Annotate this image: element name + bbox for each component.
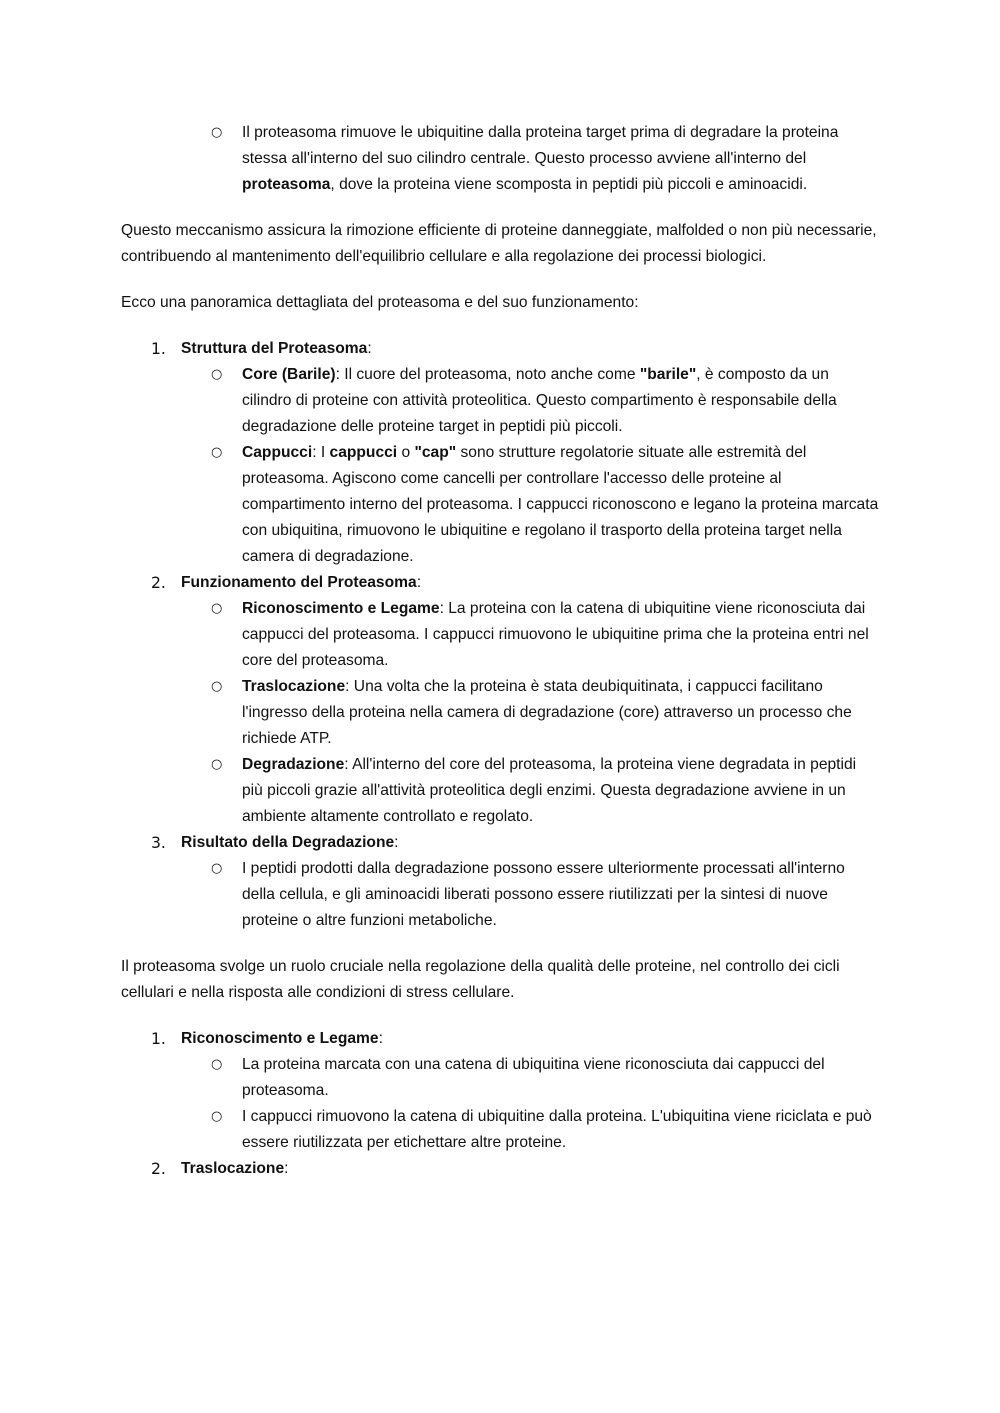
list-number: 2.: [151, 574, 166, 592]
intro-bullet-bold: proteasoma: [242, 176, 331, 193]
text-segment: : All'interno del core del proteasoma, la proteina viene degradata in peptidi più piccoli grazie all'attività proteolitica degli enzimi. Questa degradazione avviene in un ambiente altamente controllato e regolato.: [242, 756, 857, 825]
list-number: 1.: [151, 1030, 166, 1048]
numbered-list-proteasoma: [121, 336, 881, 934]
text-segment: sono strutture regolatorie situate alle estremità del proteasoma. Agiscono come cancelli per controllare l'accesso delle proteine al compartimento interno del proteasoma. I cappucci riconoscono e legano la proteina marcata con ubiquitina, rimuovono le ubiquitine e regolano il trasporto della proteina target nella camera di degradazione.: [242, 444, 879, 565]
bold-text: Degradazione: [242, 756, 345, 773]
bold-text: Core (Barile): [242, 366, 336, 383]
bold-text: cappucci: [329, 444, 398, 461]
bullet-icon: ○: [211, 1057, 223, 1072]
sub-list-item: [181, 1104, 881, 1156]
list-item: [121, 1026, 881, 1156]
bullet-icon: ○: [211, 601, 223, 616]
list-item-title: Struttura del Proteasoma: [181, 340, 368, 357]
sub-list: [181, 856, 881, 934]
sub-list-item: [181, 362, 881, 440]
bullet-icon: ○: [211, 757, 223, 772]
bold-text: Riconoscimento e Legame: [242, 600, 440, 617]
list-item-colon: :: [416, 574, 422, 591]
intro-bullet: [121, 120, 881, 198]
list-number: 1.: [151, 340, 166, 358]
numbered-list-fasi: [121, 1026, 881, 1182]
bullet-icon: ○: [211, 125, 223, 140]
list-number: 3.: [151, 834, 166, 852]
paragraph-ruolo: Il proteasoma svolge un ruolo cruciale nella regolazione della qualità delle proteine, nel controllo dei cicli cellulari e nella risposta alle condizioni di stress cellulare.: [121, 958, 840, 1001]
paragraph-meccanismo: Questo meccanismo assicura la rimozione efficiente di proteine danneggiate, malfolded o non più necessarie, contribuendo al mantenimento dell'equilibrio cellulare e alla regolazione dei processi biologici.: [121, 222, 877, 265]
bullet-icon: ○: [211, 1109, 223, 1124]
list-item: [121, 830, 881, 934]
sub-list-item: [181, 440, 881, 570]
sub-list: [181, 362, 881, 570]
text-segment: : Una volta che la proteina è stata deubiquitinata, i cappucci facilitano l'ingresso della proteina nella camera di degradazione (core) attraverso un processo che richiede ATP.: [242, 678, 852, 747]
text-segment: I peptidi prodotti dalla degradazione possono essere ulteriormente processati all'interno della cellula, e gli aminoacidi liberati possono essere riutilizzati per la sintesi di nuove proteine o altre funzioni metaboliche.: [242, 860, 845, 929]
text-segment: : La proteina con la catena di ubiquitine viene riconosciuta dai cappucci del proteasoma. I cappucci rimuovono le ubiquitine prima che la proteina entri nel core del proteasoma.: [242, 600, 869, 669]
bullet-icon: ○: [211, 861, 223, 876]
text-segment: La proteina marcata con una catena di ubiquitina viene riconosciuta dai cappucci del proteasoma.: [242, 1056, 825, 1099]
sub-list-item: [181, 674, 881, 752]
paragraph-panoramica: Ecco una panoramica dettagliata del proteasoma e del suo funzionamento:: [121, 294, 639, 311]
text-segment: : I: [312, 444, 330, 461]
text-segment: I cappucci rimuovono la catena di ubiquitine dalla proteina. L'ubiquitina viene riciclata e può essere riutilizzata per etichettare altre proteine.: [242, 1108, 872, 1151]
document-body: [121, 120, 881, 1202]
list-item-colon: :: [378, 1030, 383, 1047]
intro-bullet-pre: Il proteasoma rimuove le ubiquitine dalla proteina target prima di degradare la proteina stessa all'interno del suo cilindro centrale. Questo processo avviene all'interno del: [242, 124, 839, 167]
list-item-colon: :: [284, 1160, 289, 1177]
list-number: 2.: [151, 1160, 166, 1178]
sub-list: [181, 1052, 881, 1156]
sub-list-item: [181, 856, 881, 934]
list-item-colon: :: [394, 834, 399, 851]
list-item-colon: :: [367, 340, 372, 357]
list-item-title: Traslocazione: [181, 1160, 285, 1177]
list-item: [121, 1156, 881, 1182]
list-item: [121, 336, 881, 570]
list-item-title: Riconoscimento e Legame: [181, 1030, 379, 1047]
list-item-title: Funzionamento del Proteasoma: [181, 574, 417, 591]
bullet-icon: ○: [211, 445, 223, 460]
list-item-title: Risultato della Degradazione: [181, 834, 395, 851]
bold-text: Cappucci: [242, 444, 313, 461]
bold-text: "cap": [414, 444, 457, 461]
intro-bullet-post: , dove la proteina viene scomposta in peptidi più piccoli e aminoacidi.: [330, 176, 808, 193]
text-segment: o: [397, 444, 415, 461]
list-item: [121, 570, 881, 830]
sub-list-item: [181, 752, 881, 830]
text-segment: : Il cuore del proteasoma, noto anche come: [335, 366, 640, 383]
text-segment: , è composto da un cilindro di proteine con attività proteolitica. Questo compartimento è responsabile della degradazione delle proteine target in peptidi più piccoli.: [242, 366, 837, 435]
bullet-icon: ○: [211, 679, 223, 694]
bold-text: Traslocazione: [242, 678, 346, 695]
sub-list-item: [181, 596, 881, 674]
bullet-icon: ○: [211, 367, 223, 382]
bold-text: "barile": [639, 366, 697, 383]
sub-list-item: [181, 1052, 881, 1104]
sub-list: [181, 596, 881, 830]
